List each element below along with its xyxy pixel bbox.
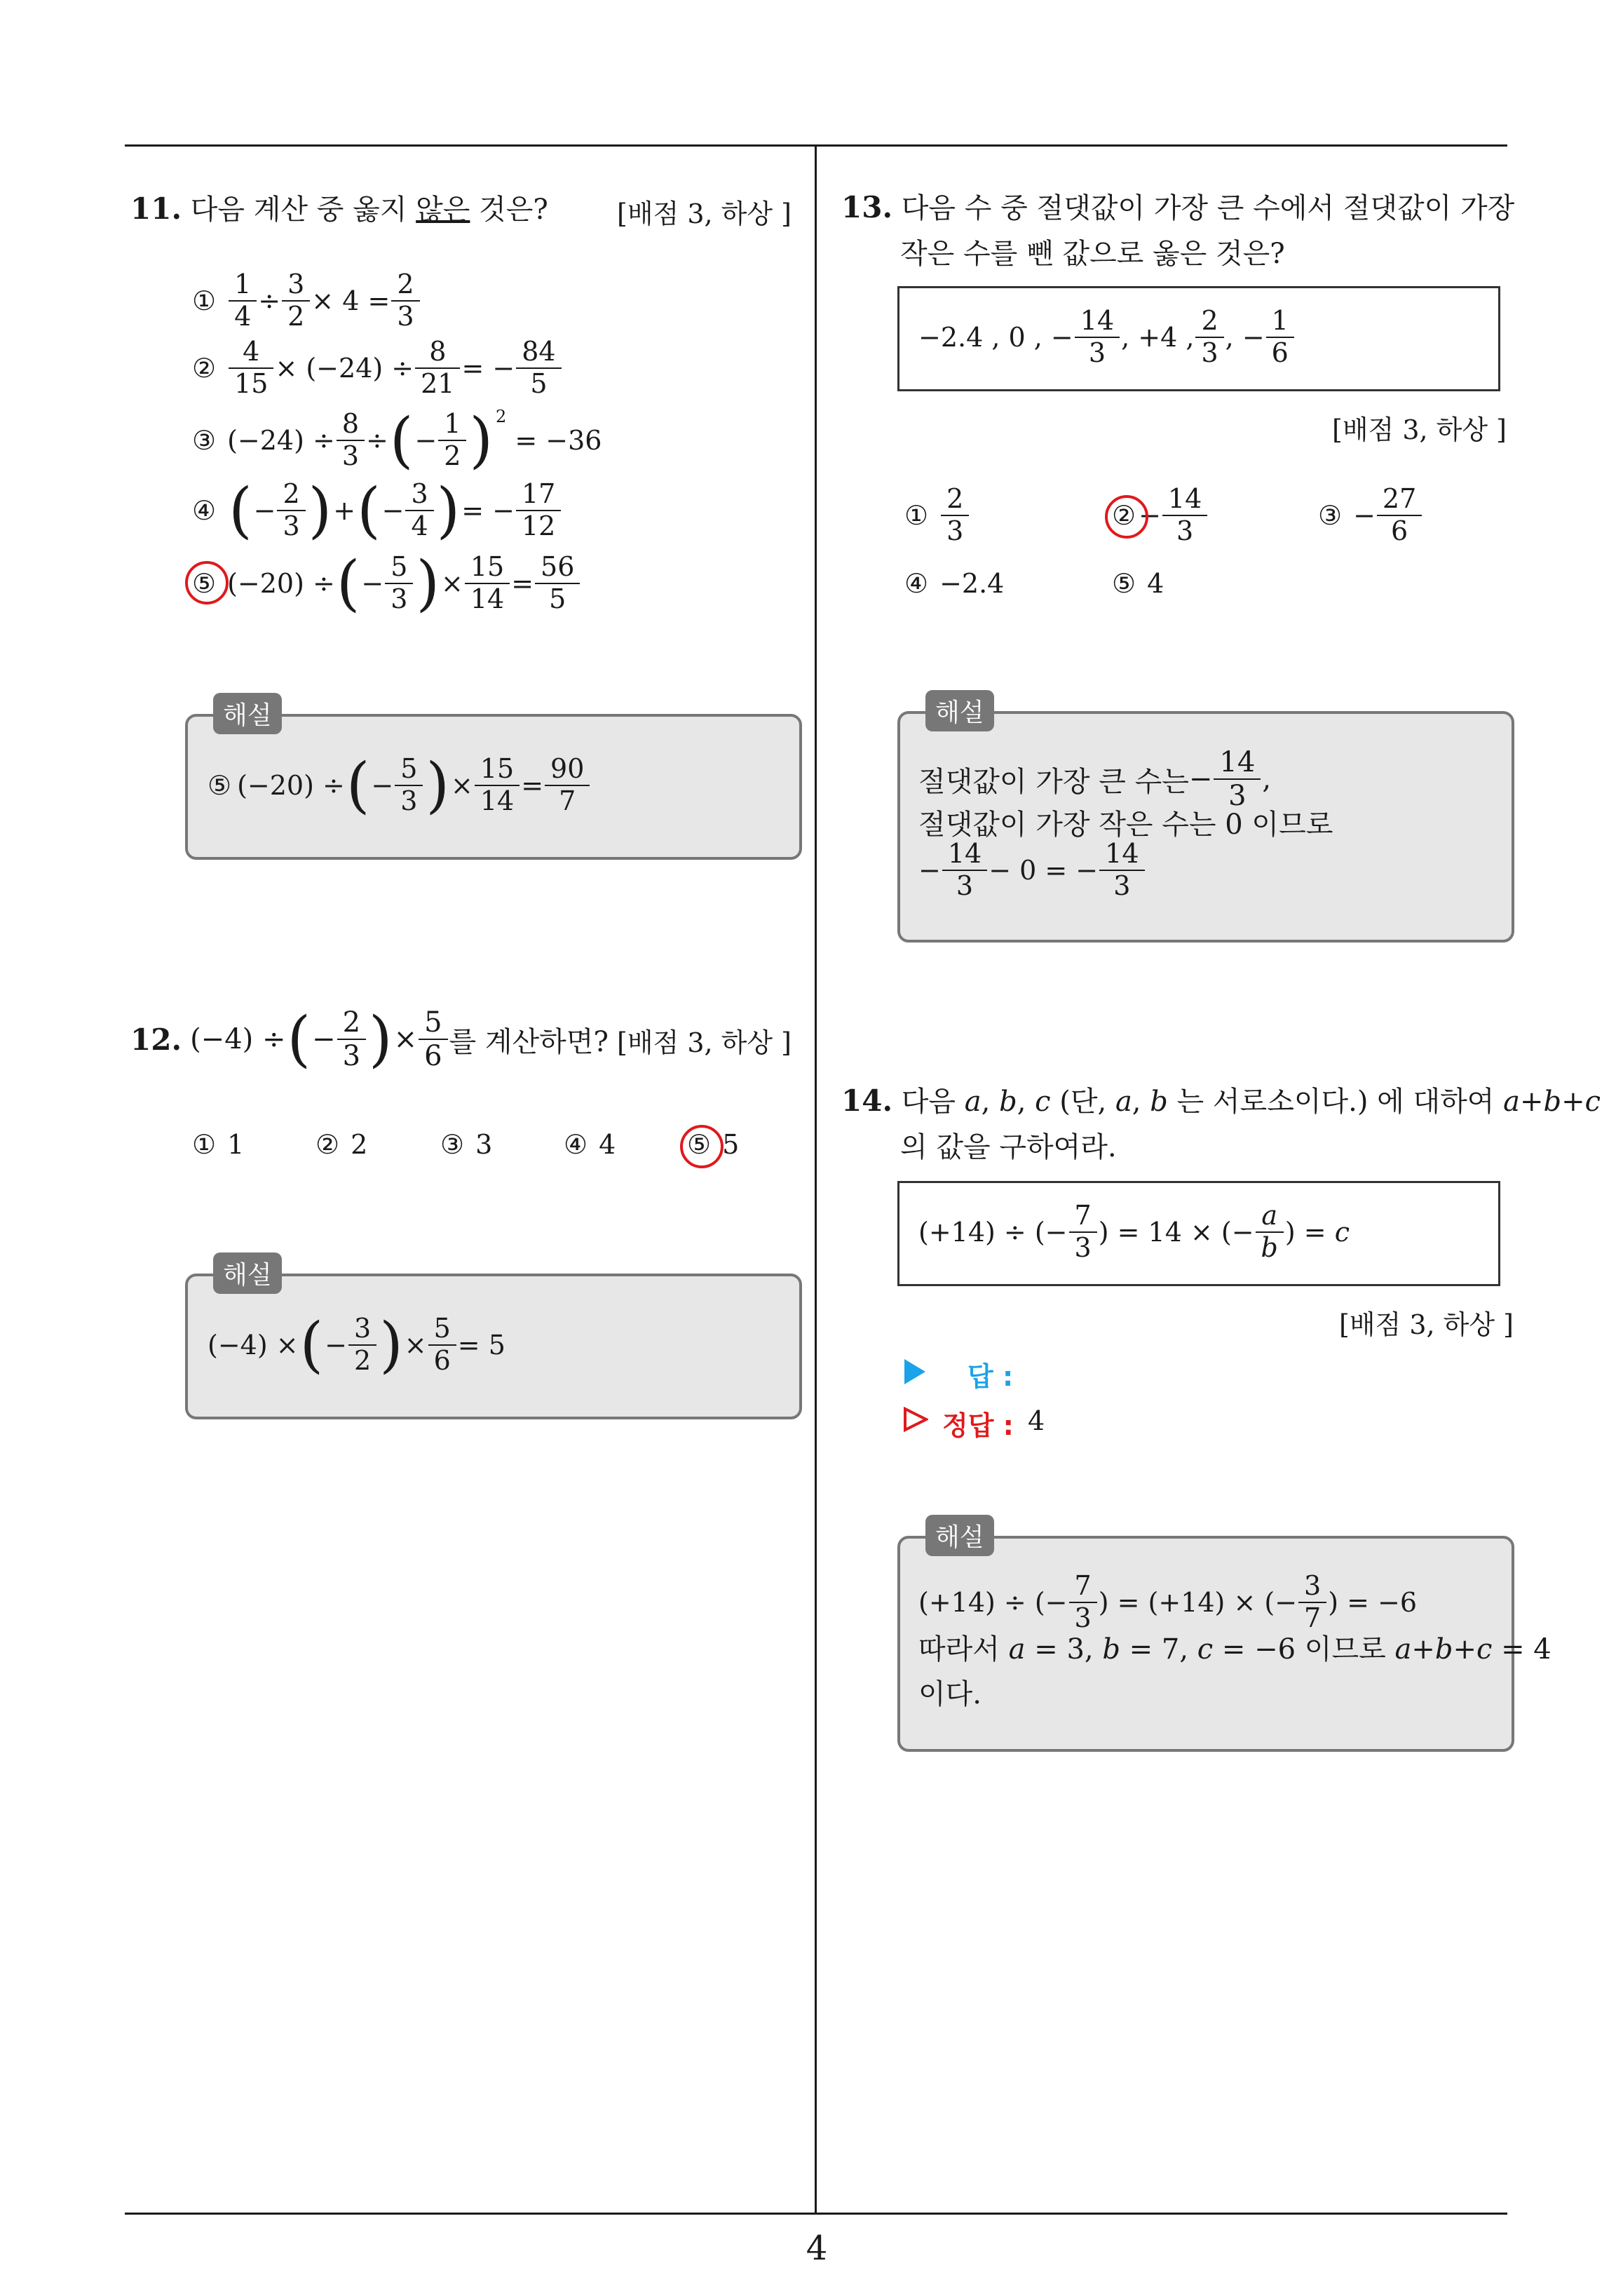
q11-selected-mark: [185, 561, 229, 605]
q12-choice-5[interactable]: ⑤ 5: [687, 1129, 740, 1160]
q11-choice-1[interactable]: ① $\frac{1}{4}$ ÷ $\frac{3}{2}$ × 4 = $\frac{2}{3}$: [192, 269, 421, 332]
q13-solution-tag: 해설: [925, 690, 994, 731]
q13-choice-2[interactable]: ② − $\frac{14}{3}$: [1112, 484, 1209, 547]
q14-solution-line1: (+14) ÷ (− $\frac{7}{3}$ ) = (+14) × (− $\frac{3}{7}$ ) = −6: [918, 1570, 1418, 1633]
q14-equation: (+14) ÷ (− $\frac{7}{3}$ ) = 14 × (− $\frac{a}{b}$ ) = c: [918, 1200, 1350, 1263]
q13-meta: [배점 3, 하상 ]: [1332, 414, 1507, 445]
q13-solution-line3: − $\frac{14}{3}$ − 0 = − $\frac{14}{3}$: [918, 839, 1146, 902]
q13-choice-1[interactable]: ① $\frac{2}{3}$: [904, 484, 970, 547]
q14-correct-label: 정답 :: [942, 1410, 1014, 1441]
q14-answer-arrow-icon: [904, 1359, 925, 1384]
q14-solution-tag: 해설: [925, 1515, 994, 1556]
q12-stem: 12. (−4) ÷ ( − $\frac{2}{3}$ ) × $\frac{5}{6}$ 를 계산하면?: [130, 1004, 609, 1074]
q13-choice-5[interactable]: ⑤ 4: [1112, 568, 1164, 599]
q14-stem-line2: 의 값을 구하여라.: [900, 1131, 1117, 1163]
q12-solution-tag: 해설: [213, 1252, 282, 1294]
q13-number-list: −2.4 , 0 , − $\frac{14}{3}$ , +4 , $\frac{2}{3}$ , − $\frac{1}{6}$: [918, 306, 1296, 369]
q14-stem-line1: 14. 다음 a, b, c (단, a, b 는 서로소이다.) 에 대하여 a+b+c: [841, 1083, 1601, 1118]
q13-stem-line2: 작은 수를 뺀 값으로 옳은 것은?: [900, 238, 1285, 270]
q13-stem-line1: 13. 다음 수 중 절댓값이 가장 큰 수에서 절댓값이 가장: [841, 190, 1515, 224]
q11-number: 11.: [130, 191, 182, 226]
q14-solution-line3: 이다.: [918, 1678, 982, 1710]
q14-meta: [배점 3, 하상 ]: [1339, 1309, 1514, 1340]
q13-choice-4[interactable]: ④ −2.4: [904, 568, 1005, 599]
q14-solution-line2: 따라서 a = 3, b = 7, c = −6 이므로 a+b+c = 4: [918, 1633, 1551, 1666]
q12-number: 12.: [130, 1022, 182, 1057]
q13-selected-mark: [1105, 495, 1148, 539]
q14-correct-arrow-icon: [903, 1407, 928, 1432]
q13-solution-line2: 절댓값이 가장 작은 수는 0 이므로: [918, 809, 1333, 841]
q12-selected-mark: [680, 1125, 724, 1168]
q11-choice-3[interactable]: ③ (−24) ÷ $\frac{8}{3}$ ÷ ( − $\frac{1}{2}$ ) 2 = −36: [192, 405, 602, 475]
q11-meta: [배점 3, 하상 ]: [617, 198, 792, 229]
q14-number: 14.: [841, 1083, 893, 1118]
q13-number: 13.: [841, 190, 893, 224]
q12-choice-3[interactable]: ③ 3: [440, 1129, 493, 1160]
q11-solution-tag: 해설: [213, 693, 282, 734]
q11-stem: 11. 다음 계산 중 옳지 않은 것은?: [130, 191, 548, 226]
q11-solution-text: ⑤ (−20) ÷ ( − $\frac{5}{3}$ ) × $\frac{15}{14}$ = $\frac{90}{7}$: [208, 752, 591, 819]
q13-choice-3[interactable]: ③ − $\frac{27}{6}$: [1318, 484, 1423, 547]
q12-choice-2[interactable]: ② 2: [315, 1129, 368, 1160]
q14-correct-value: 4: [1028, 1405, 1045, 1436]
q14-answer-label: 답 :: [967, 1361, 1014, 1392]
bottom-rule: [125, 2213, 1507, 2215]
q11-choice-5[interactable]: ⑤ (−20) ÷ ( − $\frac{5}{3}$ ) × $\frac{15}{14}$ = $\frac{56}{5}$: [192, 550, 581, 617]
q11-choice-4[interactable]: ④ ( − $\frac{2}{3}$ ) + ( − $\frac{3}{4}$ ) = − $\frac{17}{12}$: [192, 477, 562, 544]
page-number: 4: [806, 2229, 828, 2268]
q11-underlined-word: 않은: [416, 194, 470, 226]
q12-choice-1[interactable]: ① 1: [192, 1129, 245, 1160]
q12-choice-4[interactable]: ④ 4: [564, 1129, 616, 1160]
q13-solution-line1: 절댓값이 가장 큰 수는 − $\frac{14}{3}$ ,: [918, 746, 1272, 812]
column-divider: [815, 144, 817, 2213]
q11-choice-2[interactable]: ② $\frac{4}{15}$ × (−24) ÷ $\frac{8}{21}$ = − $\frac{84}{5}$: [192, 337, 563, 400]
q12-meta: [배점 3, 하상 ]: [617, 1027, 792, 1058]
q12-solution-text: (−4) × ( − $\frac{3}{2}$ ) × $\frac{5}{6}$ = 5: [208, 1310, 505, 1380]
